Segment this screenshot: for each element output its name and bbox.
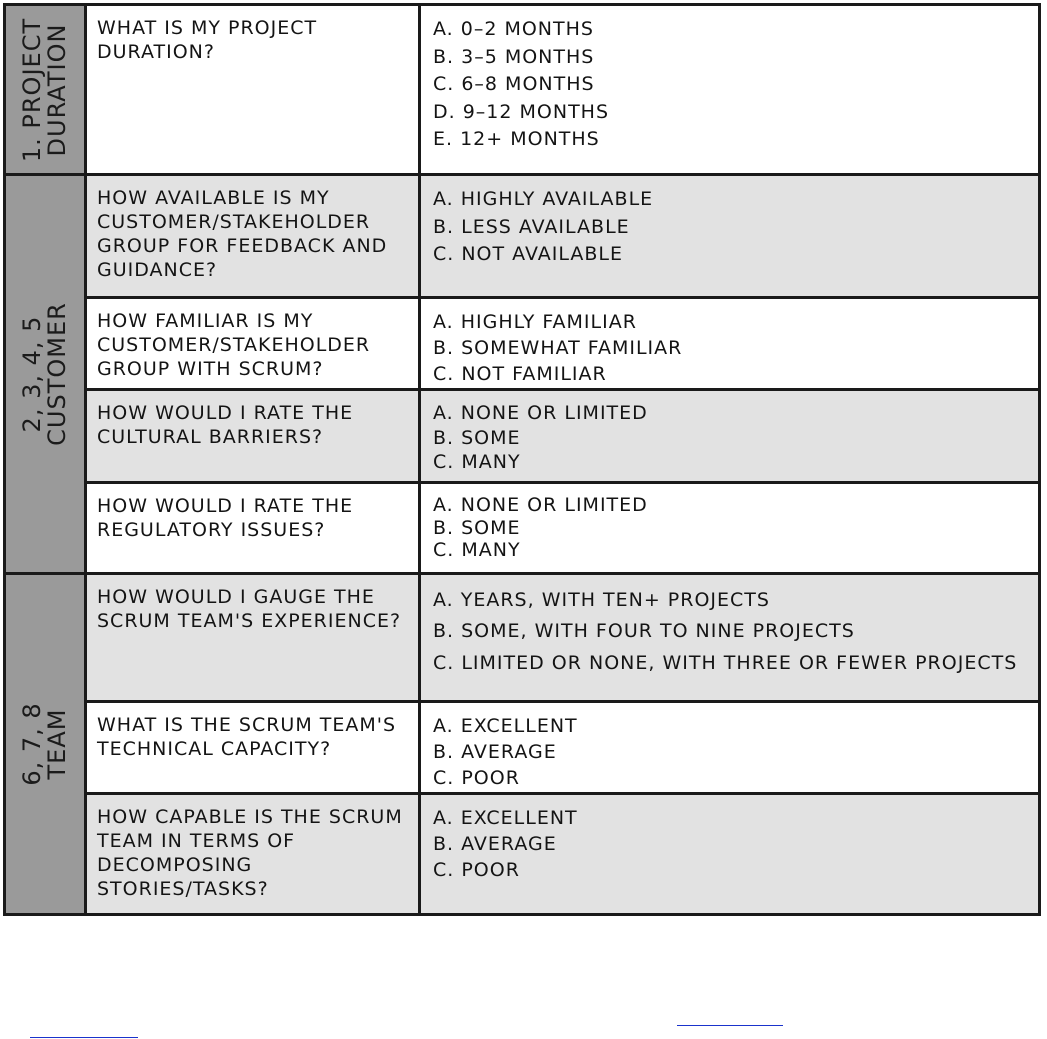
option-item: A. HIGHLY AVAILABLE: [433, 188, 654, 210]
section-label: 6, 7, 8 TEAM: [18, 702, 71, 786]
question-text: HOW WOULD I GAUGE THE SCRUM TEAM'S EXPERIENCE?: [97, 586, 402, 632]
question-cell: [87, 575, 418, 700]
link-underline[interactable]: [30, 1025, 138, 1038]
option-item: C. NOT AVAILABLE: [433, 243, 623, 265]
option-item: A. NONE OR LIMITED: [433, 494, 648, 516]
question-cell: [87, 176, 418, 296]
options-cell: [421, 484, 1038, 572]
option-item: B. AVERAGE: [433, 833, 557, 855]
option-item: C. MANY: [433, 539, 521, 561]
question-text: HOW FAMILIAR IS MY CUSTOMER/STAKEHOLDER GROUP WITH SCRUM?: [97, 310, 371, 380]
options-cell: [421, 703, 1038, 792]
section-label: 1. PROJECT DURATION: [18, 17, 71, 162]
question-text: WHAT IS MY PROJECT DURATION?: [97, 17, 318, 63]
option-item: C. LIMITED OR NONE, WITH THREE OR FEWER PROJECTS: [433, 652, 1018, 674]
section-project-duration: [6, 6, 84, 173]
option-item: A. NONE OR LIMITED: [433, 402, 648, 424]
question-cell: [87, 391, 418, 481]
option-item: B. LESS AVAILABLE: [433, 215, 630, 238]
option-item: A. HIGHLY FAMILIAR: [433, 311, 637, 333]
option-item: C. MANY: [433, 451, 521, 473]
section-customer: [6, 176, 84, 572]
question-cell: [87, 6, 418, 173]
option-item: B. SOMEWHAT FAMILIAR: [433, 337, 683, 359]
assessment-table: [3, 3, 1041, 916]
option-item: B. SOME, WITH FOUR TO NINE PROJECTS: [433, 620, 855, 642]
section-team: [6, 575, 84, 913]
option-item: B. AVERAGE: [433, 741, 557, 763]
question-text: HOW AVAILABLE IS MY CUSTOMER/STAKEHOLDER GROUP FOR FEEDBACK AND GUIDANCE?: [97, 187, 388, 281]
question-text: HOW WOULD I RATE THE CULTURAL BARRIERS?: [97, 402, 354, 448]
options-cell: [421, 6, 1038, 173]
option-item: B. SOME: [433, 516, 521, 539]
section-label: 2, 3, 4, 5 CUSTOMER: [18, 302, 71, 446]
option-item: C. POOR: [433, 859, 520, 881]
option-item: B. SOME: [433, 426, 521, 449]
option-item: A. YEARS, WITH TEN+ PROJECTS: [433, 589, 770, 611]
options-cell: [421, 391, 1038, 481]
question-text: WHAT IS THE SCRUM TEAM'S TECHNICAL CAPACITY?: [97, 714, 397, 760]
option-item: D. 9–12 MONTHS: [433, 100, 610, 123]
link-underline[interactable]: [677, 1013, 783, 1026]
options-cell: [421, 575, 1038, 700]
question-text: HOW WOULD I RATE THE REGULATORY ISSUES?: [97, 495, 354, 541]
option-item: A. EXCELLENT: [433, 807, 578, 829]
options-cell: [421, 299, 1038, 388]
question-cell: [87, 484, 418, 572]
question-cell: [87, 795, 418, 913]
option-item: E. 12+ MONTHS: [433, 128, 600, 150]
question-text: HOW CAPABLE IS THE SCRUM TEAM IN TERMS OF DECOMPOSING STORIES/TASKS?: [97, 806, 403, 900]
option-item: A. 0–2 MONTHS: [433, 18, 594, 40]
options-cell: [421, 176, 1038, 296]
options-cell: [421, 795, 1038, 913]
option-item: C. NOT FAMILIAR: [433, 363, 607, 385]
option-item: B. 3–5 MONTHS: [433, 45, 595, 68]
option-item: C. POOR: [433, 767, 520, 789]
question-cell: [87, 703, 418, 792]
option-item: A. EXCELLENT: [433, 715, 578, 737]
option-item: C. 6–8 MONTHS: [433, 73, 595, 95]
question-cell: [87, 299, 418, 388]
